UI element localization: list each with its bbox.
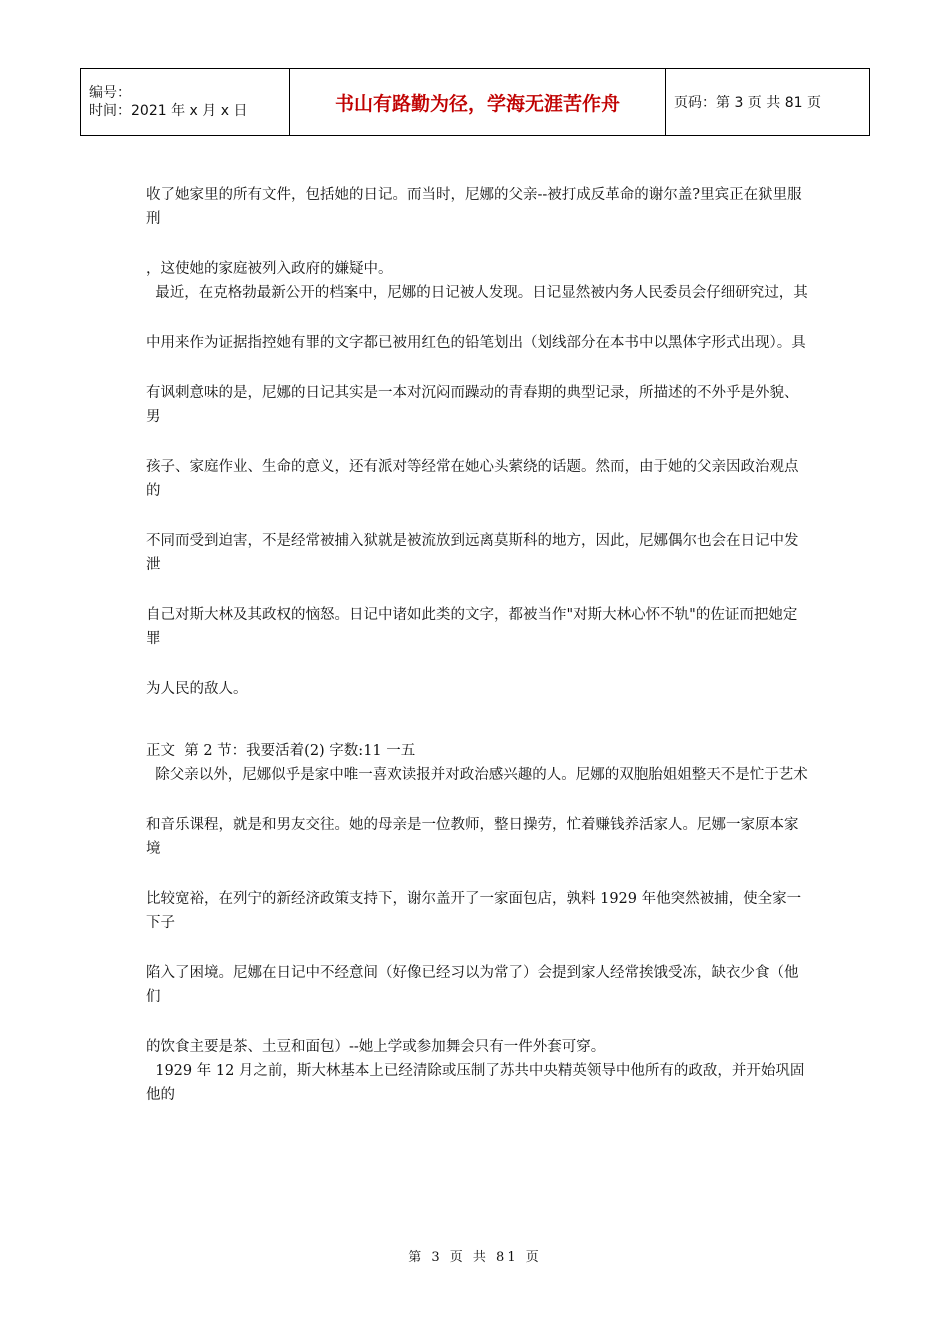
paragraph-16: 1929 年 12 月之前，斯大林基本上已经清除或压制了苏共中央精英领导中他所有的政敌，并开始巩固他的	[146, 1063, 805, 1103]
document-body	[146, 183, 811, 1107]
header-motto: 书山有路勤为径，学海无涯苦作舟	[290, 69, 666, 136]
section-heading: 正文 第 2 节：我要活着(2) 字数:11 一五	[146, 743, 416, 759]
paragraph-13: 比较宽裕，在列宁的新经济政策支持下，谢尔盖开了一家面包店，孰料 1929 年他突然被捕，使全家一下子	[146, 891, 802, 931]
paragraph-4: 中用来作为证据指控她有罪的文字都已被用红色的铅笔划出（划线部分在本书中以黑体字形式出现）。具	[146, 335, 806, 351]
paragraph-12: 和音乐课程，就是和男友交往。她的母亲是一位教师，整日操劳，忙着赚钱养活家人。尼娜一家原本家境	[146, 817, 799, 857]
header-meta-cell	[81, 69, 290, 136]
paragraph-11: 除父亲以外，尼娜似乎是家中唯一喜欢读报并对政治感兴趣的人。尼娜的双胞胎姐姐整天不是忙于艺术	[146, 767, 808, 783]
paragraph-6: 孩子、家庭作业、生命的意义，还有派对等经常在她心头萦绕的话题。然而，由于她的父亲因政治观点的	[146, 459, 799, 499]
paragraph-15: 的饮食主要是茶、土豆和面包）--她上学或参加舞会只有一件外套可穿。	[146, 1039, 606, 1055]
header-page-info: 页码：第 3 页 共 81 页	[666, 69, 870, 136]
paragraph-3: 最近，在克格勃最新公开的档案中，尼娜的日记被人发现。日记显然被内务人民委员会仔细研究过，其	[146, 285, 808, 301]
paragraph-5: 有讽刺意味的是，尼娜的日记其实是一本对沉闷而躁动的青春期的典型记录，所描述的不外乎是外貌、男	[146, 385, 799, 425]
document-number-label: 编号：	[89, 85, 131, 101]
paragraph-14: 陷入了困境。尼娜在日记中不经意间（好像已经习以为常了）会提到家人经常挨饿受冻，缺衣少食（他们	[146, 965, 799, 1005]
document-header	[80, 68, 870, 136]
page-footer: 第 3 页 共 81 页	[408, 1250, 542, 1265]
paragraph-9: 为人民的敌人。	[146, 681, 248, 697]
document-date-label: 时间：2021 年 x 月 x 日	[89, 103, 248, 119]
paragraph-7: 不同而受到迫害，不是经常被捕入狱就是被流放到远离莫斯科的地方，因此，尼娜偶尔也会在日记中发泄	[146, 533, 799, 573]
paragraph-8: 自己对斯大林及其政权的恼怒。日记中诸如此类的文字，都被当作"对斯大林心怀不轨"的佐证而把她定罪	[146, 607, 798, 647]
paragraph-1: 收了她家里的所有文件，包括她的日记。而当时，尼娜的父亲--被打成反革命的谢尔盖?里宾正在狱里服刑	[146, 187, 802, 227]
paragraph-2: ，这使她的家庭被列入政府的嫌疑中。	[146, 261, 393, 277]
